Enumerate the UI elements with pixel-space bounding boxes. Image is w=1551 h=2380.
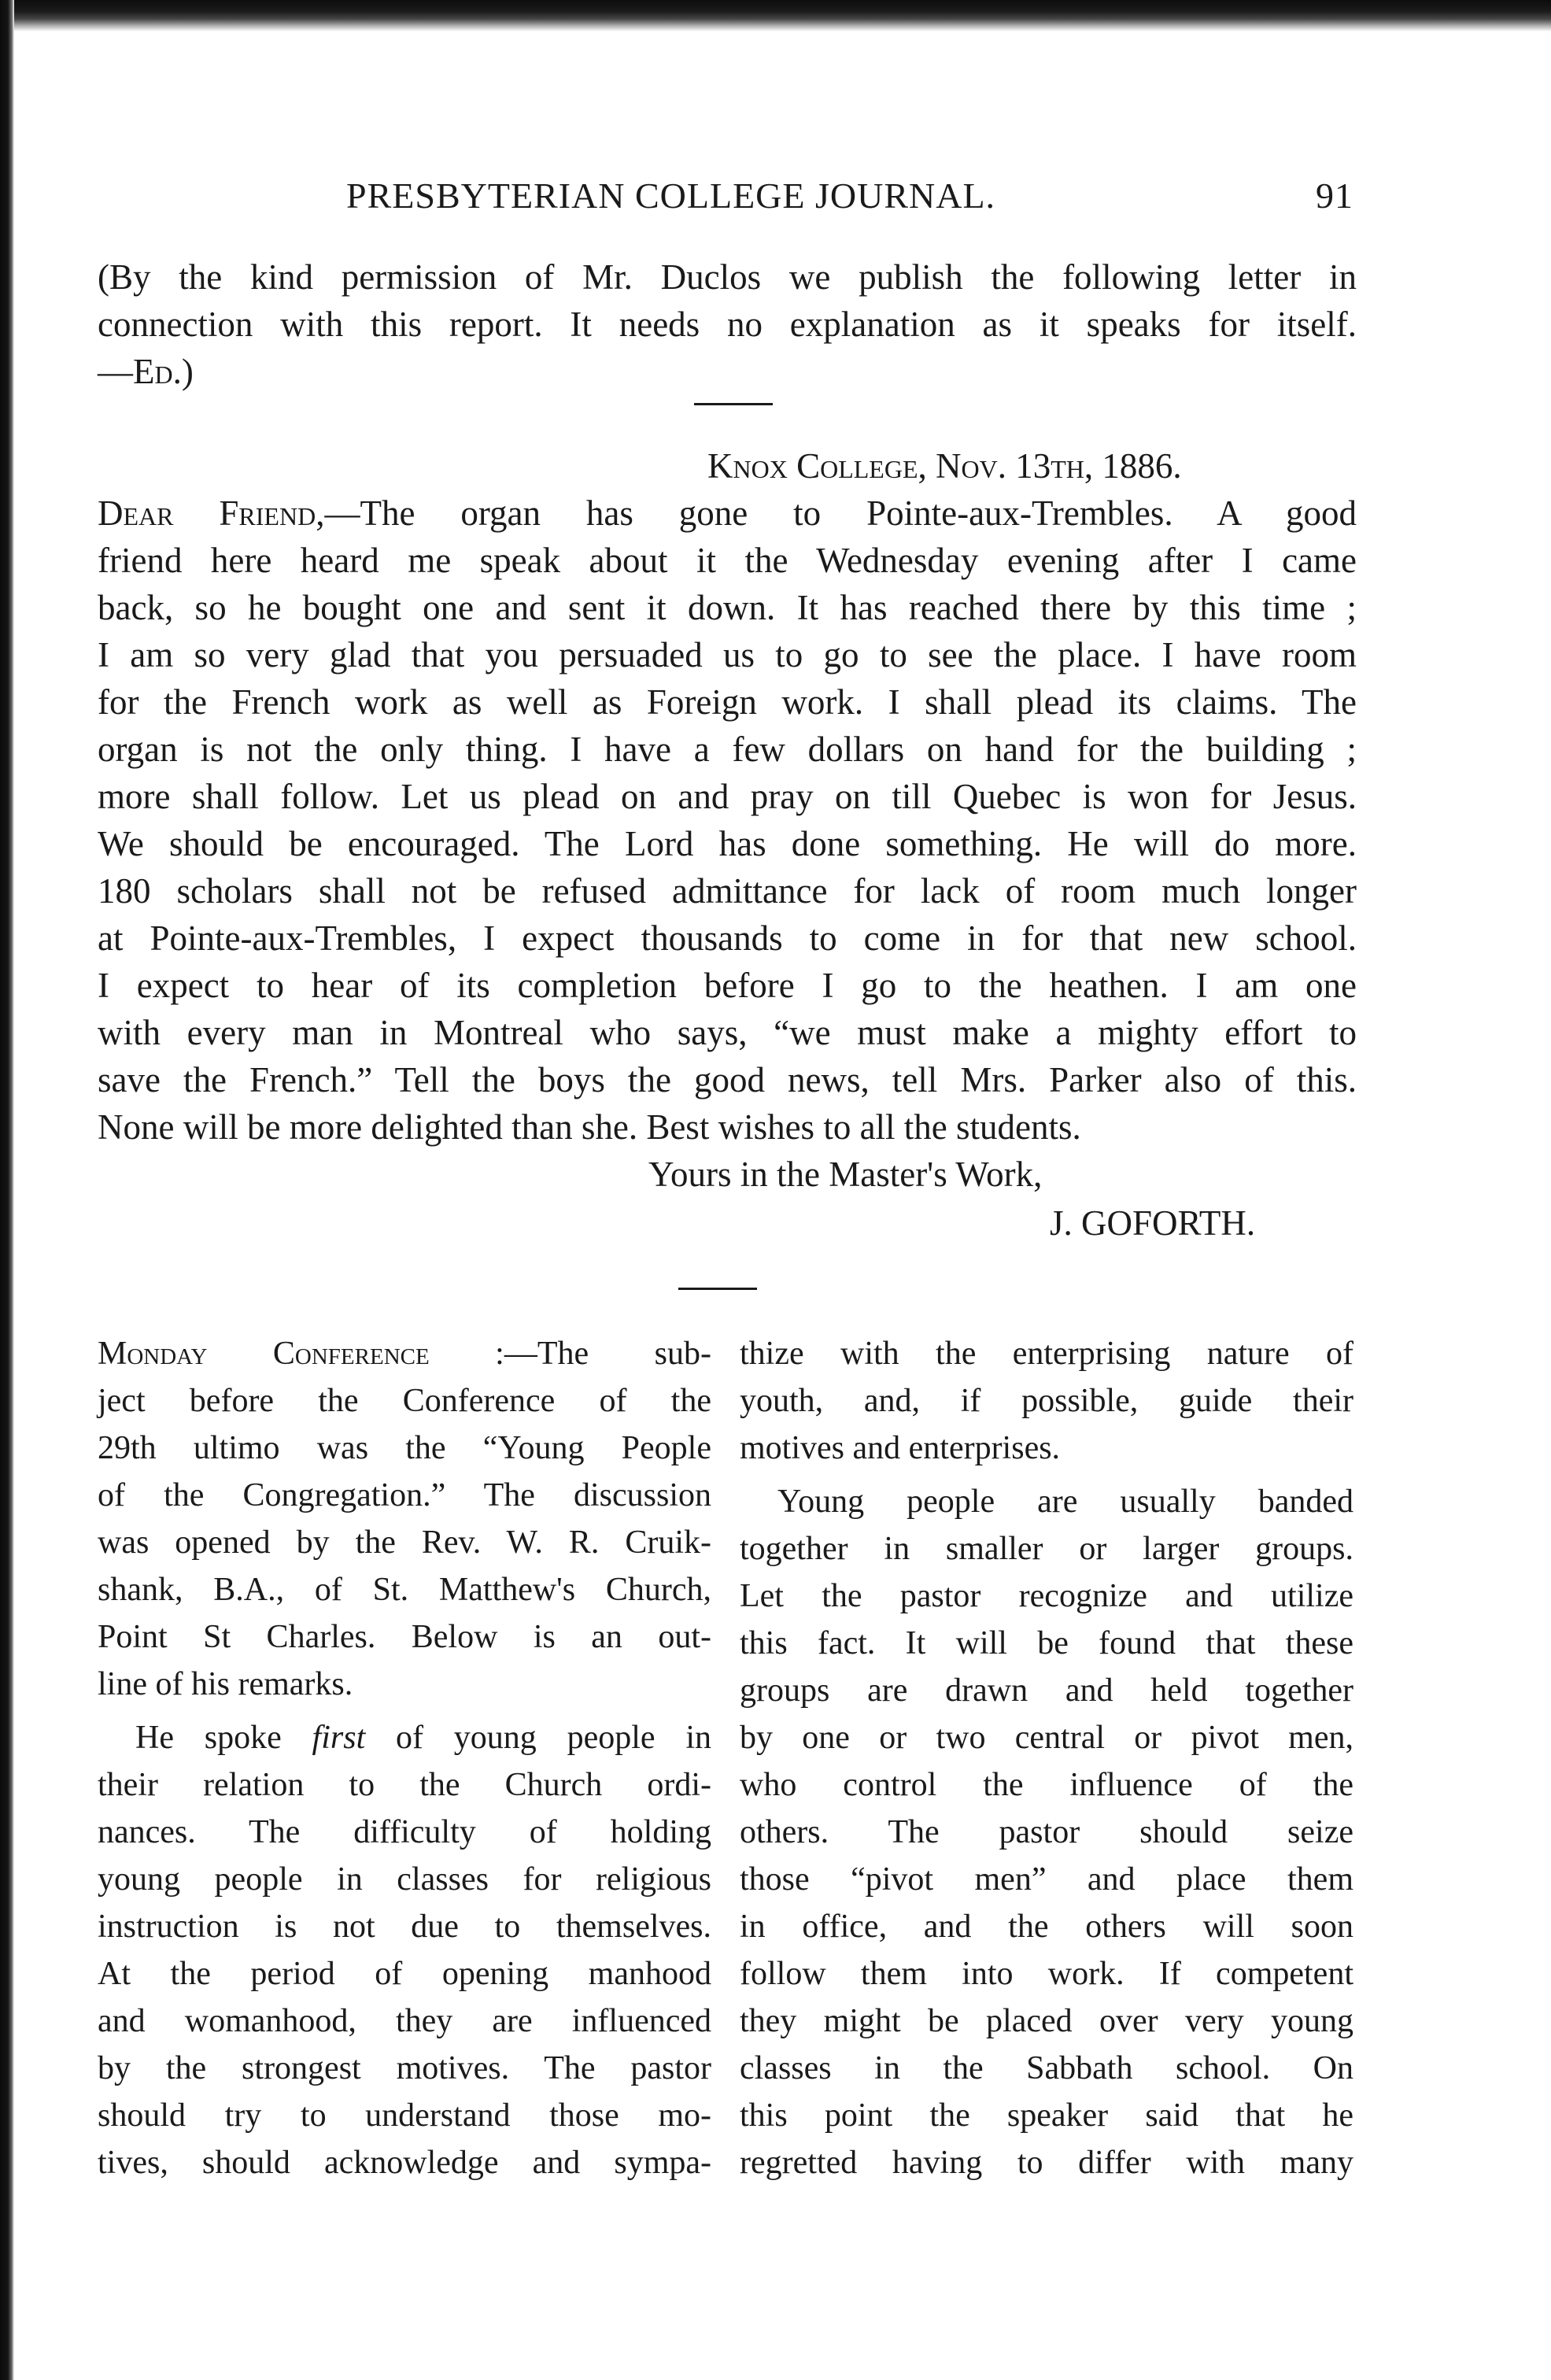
letter-line-text: —The organ has gone to Pointe-aux-Trembles. A good [324, 493, 1357, 533]
column-line: together in smaller or larger groups. [740, 1531, 1353, 1567]
letter-line: We should be encouraged. The Lord has done something. He will do more. [98, 824, 1357, 863]
letter [98, 442, 1357, 1247]
column-line: tives, should acknowledge and sympa- [98, 2145, 711, 2181]
editor-note-line: (By the kind permission of Mr. Duclos we publish the following letter in [98, 257, 1357, 297]
letter-line: back, so he bought one and sent it down. It has reached there by this time ; [98, 588, 1357, 627]
column-line: who control the influence of the [740, 1767, 1353, 1803]
letter-line: for the French work as well as Foreign work. I shall plead its claims. The [98, 682, 1357, 722]
column-line: by one or two central or pivot men, [740, 1720, 1353, 1756]
letter-salutation: Dear Friend, [98, 493, 325, 533]
column-line: Let the pastor recognize and utilize [740, 1578, 1353, 1614]
column-line: thize with the enterprising nature of [740, 1336, 1353, 1372]
column-line: motives and enterprises. [740, 1430, 1061, 1466]
editor-note [98, 253, 1357, 395]
column-line: in office, and the others will soon [740, 1909, 1353, 1945]
column-line: and womanhood, they are influenced [98, 2003, 711, 2039]
column-line: this fact. It will be found that these [740, 1625, 1353, 1661]
column-line: regretted having to differ with many [740, 2145, 1353, 2181]
column-line: classes in the Sabbath school. On [740, 2050, 1353, 2086]
column-line: Young people are usually banded [777, 1484, 1353, 1520]
column-line-text: He spoke [135, 1720, 312, 1756]
column-line: Point St Charles. Below is an out- [98, 1619, 711, 1655]
column-line: shank, B.A., of St. Matthew's Church, [98, 1572, 711, 1608]
section-divider [678, 1288, 757, 1290]
column-line: youth, and, if possible, guide their [740, 1383, 1353, 1419]
letter-line: more shall follow. Let us plead on and pray on till Quebec is won for Jesus. [98, 777, 1357, 816]
right-column [740, 1330, 1353, 2186]
column-line: of the Congregation.” The discussion [98, 1477, 711, 1513]
letter-line: organ is not the only thing. I have a few dollars on hand for the building ; [98, 730, 1357, 769]
column-line: was opened by the Rev. W. R. Cruik- [98, 1524, 711, 1561]
column-line: those “pivot men” and place them [740, 1861, 1353, 1898]
letter-signature: J. GOFORTH. [1050, 1203, 1256, 1243]
letter-line: friend here heard me speak about it the Wednesday evening after I came [98, 541, 1357, 580]
column-line-text: of young people in [365, 1720, 712, 1756]
letter-line: at Pointe-aux-Trembles, I expect thousands to come in for that new school. [98, 918, 1357, 958]
column-line: by the strongest motives. The pastor [98, 2050, 711, 2086]
column-line: young people in classes for religious [98, 1861, 711, 1898]
column-line: ject before the Conference of the [98, 1383, 711, 1419]
letter-line [98, 490, 1357, 537]
emphasis-word: first [312, 1720, 366, 1756]
conference-heading: Monday Conference : [98, 1336, 504, 1372]
column-line [98, 1330, 711, 1377]
column-line: should try to understand those mo- [98, 2097, 711, 2134]
page-number: 91 [1316, 176, 1353, 216]
column-line [98, 1714, 711, 1761]
editor-note-line: —Ed.) [98, 352, 194, 391]
column-line: their relation to the Church ordi- [98, 1767, 711, 1803]
letter-closing: Yours in the Master's Work, [648, 1155, 1043, 1194]
column-line: At the period of opening manhood [98, 1956, 711, 1992]
column-line: 29th ultimo was the “Young People [98, 1430, 711, 1466]
column-line-text: —The sub- [504, 1336, 711, 1372]
column-line: groups are drawn and held together [740, 1672, 1353, 1709]
column-line: instruction is not due to themselves. [98, 1909, 711, 1945]
section-divider [694, 403, 773, 405]
running-head [346, 175, 1353, 230]
column-line: nances. The difficulty of holding [98, 1814, 711, 1850]
letter-line: with every man in Montreal who says, “we must make a mighty effort to [98, 1013, 1357, 1052]
letter-line: I expect to hear of its completion before I go to the heathen. I am one [98, 966, 1357, 1005]
left-column [98, 1330, 711, 2186]
letter-line: 180 scholars shall not be refused admittance for lack of room much longer [98, 871, 1357, 911]
column-line: follow them into work. If competent [740, 1956, 1353, 1992]
letter-line: I am so very glad that you persuaded us to go to see the place. I have room [98, 635, 1357, 674]
column-line: line of his remarks. [98, 1666, 353, 1702]
column-line: others. The pastor should seize [740, 1814, 1353, 1850]
letter-dateline: Knox College, Nov. 13th, 1886. [707, 446, 1182, 486]
column-line: they might be placed over very young [740, 2003, 1353, 2039]
journal-title: PRESBYTERIAN COLLEGE JOURNAL. [346, 176, 996, 216]
letter-line: save the French.” Tell the boys the good news, tell Mrs. Parker also of this. [98, 1060, 1357, 1099]
column-line: this point the speaker said that he [740, 2097, 1353, 2134]
editor-note-line: connection with this report. It needs no explanation as it speaks for itself. [98, 305, 1357, 344]
letter-line: None will be more delighted than she. Best wishes to all the students. [98, 1107, 1081, 1147]
